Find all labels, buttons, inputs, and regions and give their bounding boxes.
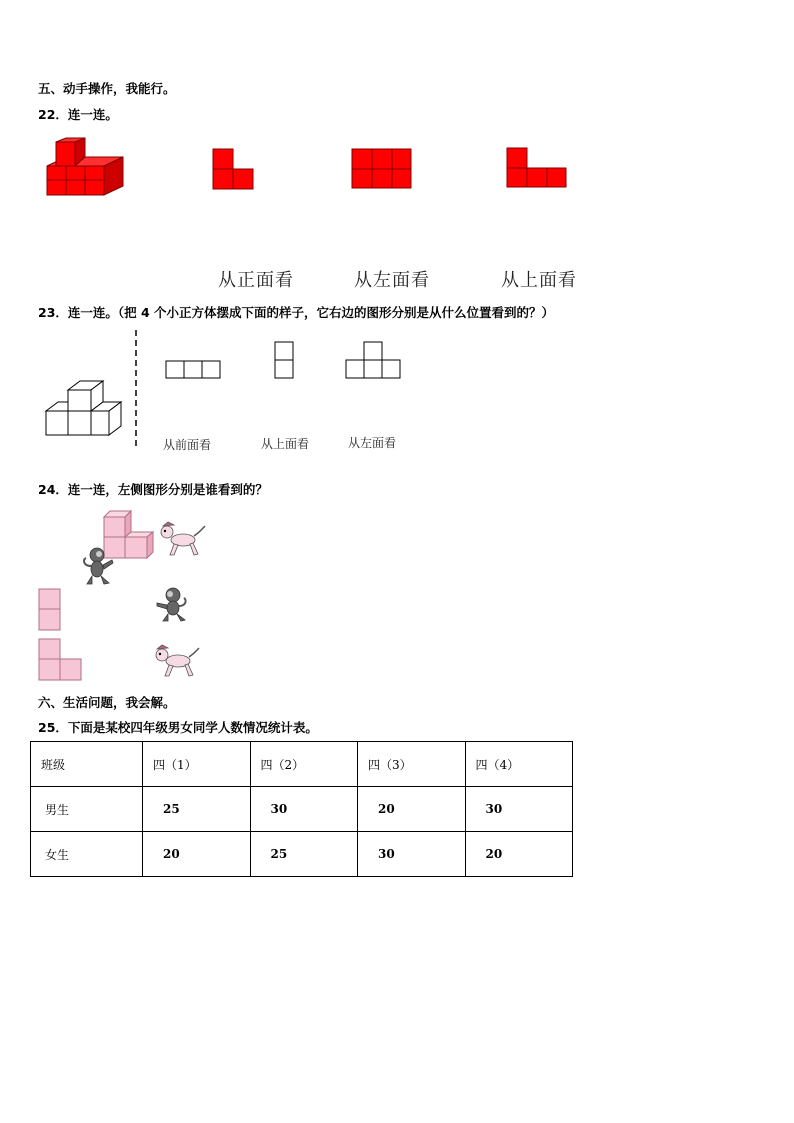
table-row bbox=[31, 787, 573, 832]
q23-label-front: 从前面看 bbox=[163, 438, 212, 452]
q23-title: 23．连一连。（把 4 个小正方体摆成下面的样子，它右边的图形分别是从什么位置看到的？） bbox=[38, 305, 555, 320]
table-header-cell: 四（1） bbox=[143, 742, 251, 787]
table-row bbox=[31, 832, 573, 877]
table-cell: 25 bbox=[143, 787, 251, 832]
table-header-cell: 四（3） bbox=[358, 742, 466, 787]
q22-title: 22．连一连。 bbox=[38, 107, 118, 122]
q22-label-top: 从上面看 bbox=[501, 270, 577, 291]
table-cell: 30 bbox=[250, 787, 358, 832]
section-5-heading: 五、动手操作，我能行。 bbox=[38, 81, 176, 96]
table-header-cell: 班级 bbox=[31, 742, 143, 787]
q22-label-left: 从左面看 bbox=[354, 270, 430, 291]
table-cell: 30 bbox=[358, 832, 466, 877]
table-cell: 20 bbox=[465, 832, 573, 877]
table-row-label: 女生 bbox=[31, 832, 143, 877]
table-header-row bbox=[31, 742, 573, 787]
table-cell: 20 bbox=[143, 832, 251, 877]
table-cell: 30 bbox=[465, 787, 573, 832]
q22-label-front: 从正面看 bbox=[218, 270, 294, 291]
table-cell: 25 bbox=[250, 832, 358, 877]
dog-icon bbox=[0, 0, 1, 1]
class-stats-table bbox=[30, 741, 573, 877]
section-6-heading: 六、生活问题，我会解。 bbox=[38, 695, 176, 710]
table-row-label: 男生 bbox=[31, 787, 143, 832]
table-cell: 20 bbox=[358, 787, 466, 832]
q23-label-left: 从左面看 bbox=[348, 436, 397, 450]
q24-title: 24．连一连，左侧图形分别是谁看到的？ bbox=[38, 482, 268, 497]
q23-label-top: 从上面看 bbox=[261, 437, 310, 451]
table-header-cell: 四（4） bbox=[465, 742, 573, 787]
q25-title: 25．下面是某校四年级男女同学人数情况统计表。 bbox=[38, 720, 318, 735]
table-header-cell: 四（2） bbox=[250, 742, 358, 787]
